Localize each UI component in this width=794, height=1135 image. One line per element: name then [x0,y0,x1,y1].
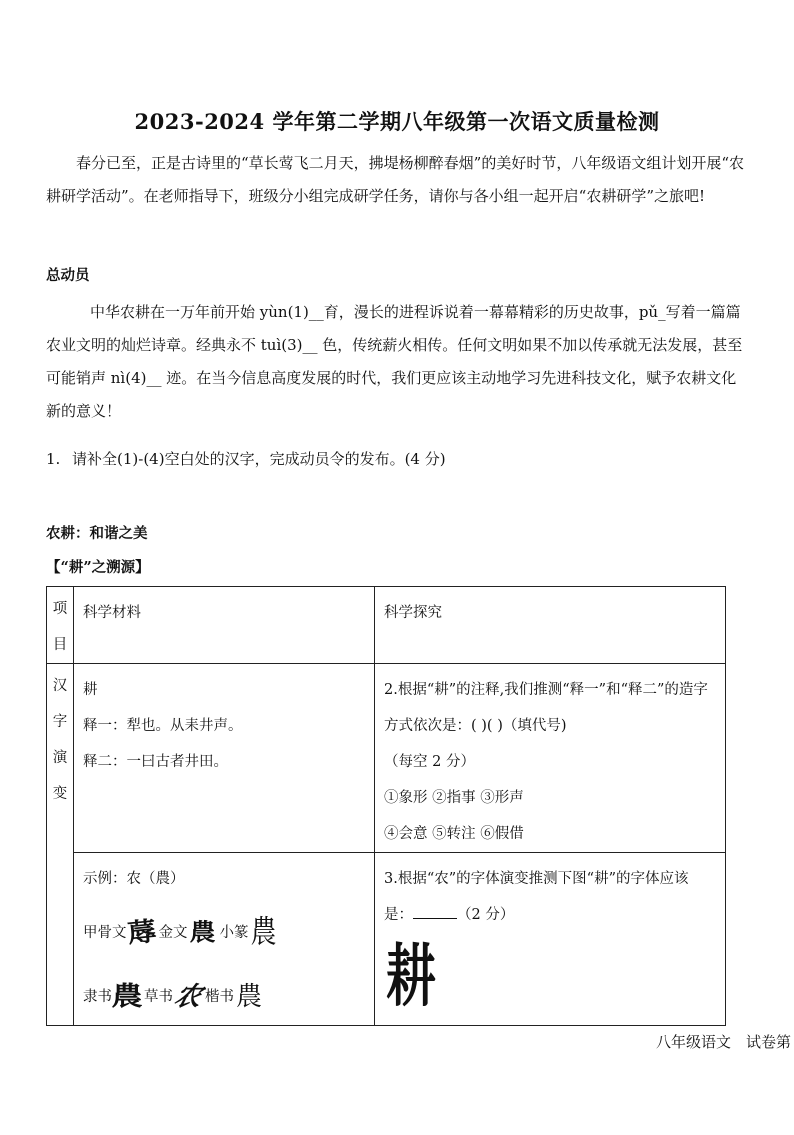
question-2-text: 2.根据“耕”的注释,我们推测“释一”和“释二”的造字方式依次是：( )( )（填代号) [384,682,708,734]
script-label-seal: 小篆 [219,925,249,941]
mobilize-paragraph: 中华农耕在一万年前开始 yùn(1)__育，漫长的进程诉说着一幕幕精彩的历史故事，pǔ_写着一篇篇农业文明的灿烂诗章。经典永不 tuì(3)__ 色，传统薪火相传。任何文明如果不加以传承就无法发展，甚至可能销声 nì(4)__ 迹。在当今信息高度发展的时代，我们更应该主动地学习先进科技文化，赋予农耕文化新的意义！ [46,303,743,420]
script-glyph-bronze: 農 [189,919,216,947]
script-example-cell [74,853,375,1026]
script-glyph-cursive: 农 [171,982,205,1012]
question-3-score: （2 分） [457,907,515,923]
research-table [46,586,726,1026]
table-row [47,853,726,1026]
header-item-cell [47,587,74,664]
header-inquiry-cell: 科学探究 [375,587,726,664]
question-2-options-b: ④会意 ⑤转注 ⑥假借 [384,826,524,842]
table-row [47,664,726,853]
exam-title: 2023-2024 学年第二学期八年级第一次语文质量检测 [134,109,660,134]
question-3-text [384,861,717,933]
section-heading-harmony: 农耕：和谐之美 [46,525,148,542]
question-3-prefix: 3.根据“农”的字体演变推测下图“耕”的字体应该是： [384,871,689,923]
question-1-text: 请补全(1)-(4)空白处的汉字，完成动员令的发布。(4 分) [72,450,446,468]
header-item-char: 项 [52,601,68,617]
subsection-heading-origin: 【“耕”之溯源】 [46,559,150,576]
script-glyph-oracle: 蓐 [125,916,158,950]
header-material-cell: 科学材料 [74,587,375,664]
question-3-cell [375,853,726,1026]
section-heading-mobilize: 总动员 [46,267,90,284]
row-item-cell [47,664,74,1026]
page-footer: 八年级语文 试卷第 [656,1033,792,1051]
material-char: 耕 [83,682,98,698]
script-glyph-clerical: 農 [111,982,143,1012]
script-example-title: 示例：农（農） [83,871,185,887]
script-label-cursive: 草书 [144,989,174,1005]
question-2-options-a: ①象形 ②指事 ③形声 [384,790,524,806]
intro-paragraph: 春分已至，正是古诗里的“草长莺飞二月天，拂堤杨柳醉春烟”的美好时节，八年级语文组计划开展“农耕研学活动”。在老师指导下，班级分小组完成研学任务，请你与各小组一起开启“农耕研学”之旅吧! [46,154,745,205]
script-label-oracle: 甲骨文 [83,925,127,941]
header-item-char: 目 [52,637,68,653]
script-row-1 [83,905,366,961]
script-label-bronze: 金文 [158,925,188,941]
seal-script-geng-glyph: 耕 [386,936,434,1016]
question-1 [46,448,446,469]
script-glyph-seal: 農 [250,915,277,951]
row-item-char: 字 [52,714,68,730]
question-1-number: 1. [46,450,61,468]
script-label-regular: 楷书 [205,989,235,1005]
row-item-char: 变 [52,786,68,802]
material-gloss-1: 释一：犁也。从耒井声。 [83,718,243,734]
script-row-2 [83,969,366,1025]
table-header-row [47,587,726,664]
row-item-char: 演 [52,750,68,766]
question-2-score: （每空 2 分） [384,754,475,770]
answer-blank[interactable] [413,904,457,919]
material-cell [74,664,375,853]
script-label-clerical: 隶书 [83,989,112,1005]
row-item-char: 汉 [52,678,68,694]
question-2-cell [375,664,726,853]
script-glyph-regular: 農 [236,982,263,1012]
material-gloss-2: 释二：一曰古者井田。 [83,754,228,770]
